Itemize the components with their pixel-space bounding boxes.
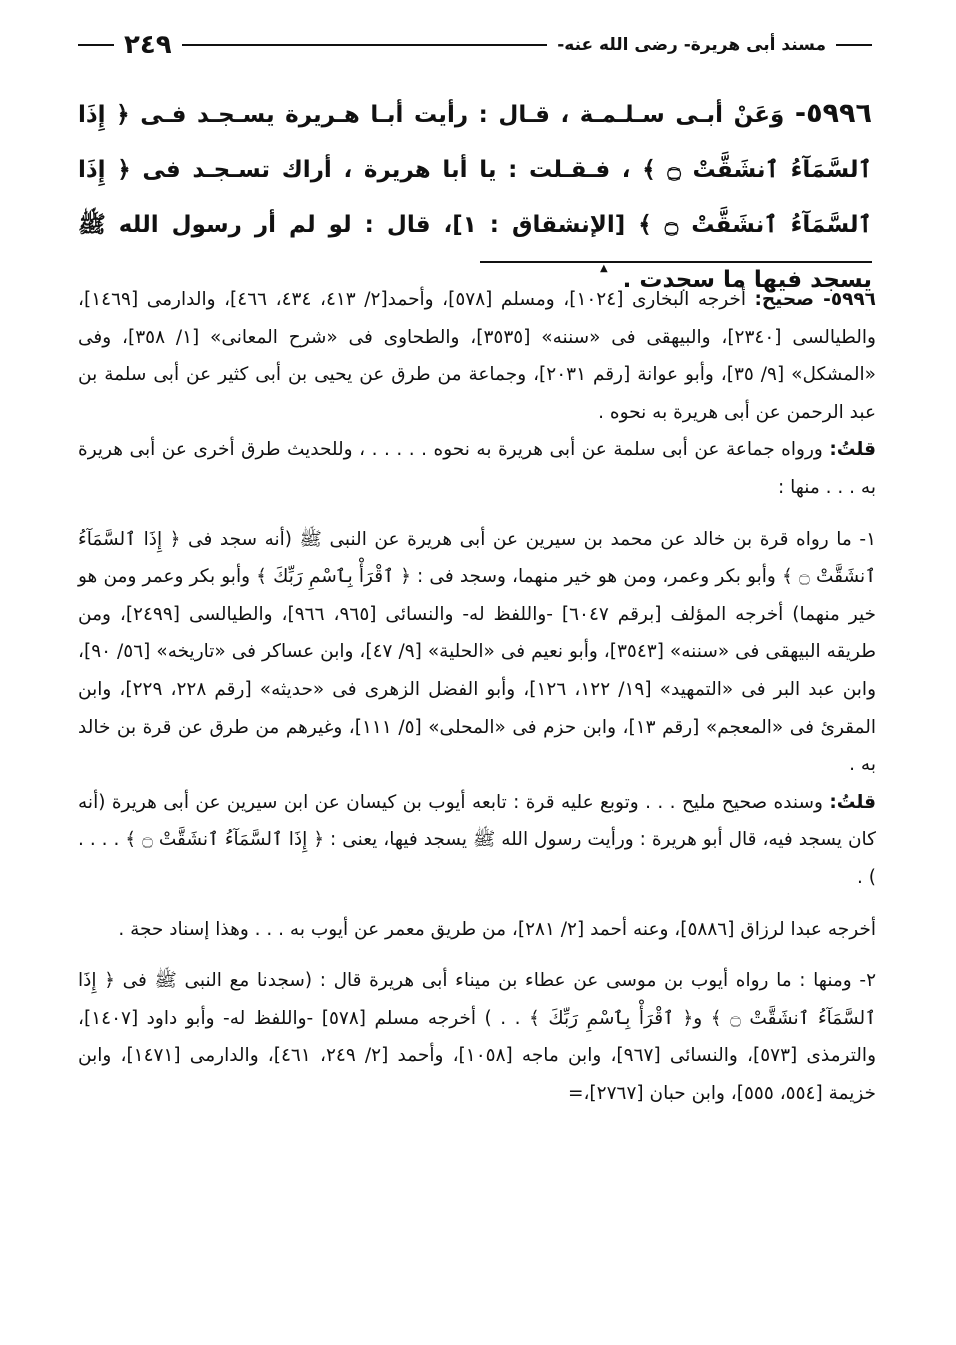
divider-marker-icon: ▲: [600, 263, 608, 274]
footnote-route-1: [78, 521, 876, 784]
footnote-route-1-text: ١- ما رواه قرة بن خالد عن محمد بن سيرين عن أبى هريرة عن النبى ﷺ (أنه سجد فى ﴿ إِذَا ٱلسَّمَآءُ ٱنشَقَّتْ ۝ ﴾ وأبو بكر وعمر، ومن هو خير منهما، وسجد فى : ﴿ ٱقْرَأْ بِٱسْمِ رَبِّكَ ﴾ وأبو بكر وعمر ومن هو خير منهما) أخرجه المؤلف [برقم ٦٠٤٧] -واللفظ له- والنسائى [٩٦٥، ٩٦٦]، والطيالسى [٢٤٩٩]، ومن طريقه البيهقى فى «سننه» [٣٥٤٣]، وأبو نعيم فى «الحلية» [٩/ ٤٧]، وابن عساكر فى «تاريخه» [٥٦/ ٩٠]، وابن عبد البر فى «التمهيد» [١٩/ ١٢٢، ١٢٦]، وأبو الفضل الزهرى فى «حديثه» [رقم ٢٢٨، ٢٢٩]، وابن المقرئ فى «المعجم» [رقم ١٣]، وابن حزم فى «المحلى» [٥/ ١١١]، وغيرهم من طرق عن قرة بن خالد به .: [78, 528, 877, 776]
footnote-abdurrazzaq: [78, 911, 876, 949]
page-number: ٢٤٩: [124, 30, 172, 60]
footnote-route-2: [78, 962, 876, 1112]
footnote-qultu-2-text: وسنده صحيح مليح . . . وتوبع عليه قرة : تابعه أيوب بن كيسان عن ابن سيرين عن أبى هريرة (أنه كان يسجد فيه، قال أبو هريرة : ورأيت رسول الله ﷺ يسجد فيها، يعنى : ﴿ إِذَا ٱلسَّمَآءُ ٱنشَقَّتْ ۝ ﴾ . . . . ) .: [78, 791, 876, 888]
footnote-takhrij-text: أخرجه البخارى [١٠٢٤]، ومسلم [٥٧٨]، وأحمد[٢/ ٤١٣، ٤٣٤، ٤٦٦]، والدارمى [١٤٦٩]، والطيالسى [٢٣٤٠]، والبيهقى فى «سننه» [٣٥٣٥]، والطحاوى فى «شرح المعانى» [١/ ٣٥٨]، وفى «المشكل» [٩/ ٣٥]، وأبو عوانة [رقم ٢٠٣١]، وجماعة من طرق عن يحيى بن أبى كثير عن أبى سلمة بن عبد الرحمن عن أبى هريرة به نحوه .: [78, 289, 876, 423]
footnote-label-qultu-2: قلتُ:: [829, 791, 876, 813]
footnote-qultu-1: [78, 431, 876, 506]
hadith-number: ٥٩٩٦-: [794, 98, 872, 129]
footnote-takhrij: [78, 281, 876, 431]
footnote-route-2-text: ٢- ومنها : ما رواه أيوب بن موسى عن عطاء بن ميناء أبى هريرة قال : (سجدنا مع النبى ﷺ فى ﴿ إِذَا ٱلسَّمَآءُ ٱنشَقَّتْ ۝ ﴾ و﴿ ٱقْرَأْ بِٱسْمِ رَبِّكَ ﴾ . . ) أخرجه مسلم [٥٧٨] -واللفظ له- وأبو داود [١٤٠٧]، والترمذى [٥٧٣]، والنسائى [٩٦٧]، وابن ماجه [١٠٥٨]، وأحمد [٢/ ٢٤٩، ٤٦١]، والدارمى [١٤٧١]، وابن خزيمة [٥٥٤، ٥٥٥]، وابن حبان [٢٧٦٧]،=: [78, 970, 877, 1104]
header-dash-right: [836, 44, 872, 46]
header-title: مسند أبى هريرة- رضى الله عنه-: [557, 35, 826, 55]
header-rule: [182, 44, 548, 46]
footnote-label-qultu-1: قلتُ:: [829, 439, 876, 461]
footnote-qultu-2: [78, 784, 876, 897]
footnote-divider: [480, 261, 872, 263]
running-header: [78, 28, 872, 62]
footnote-qultu-1-text: ورواه جماعة عن أبى سلمة عن أبى هريرة به نحوه . . . . . ، وللحديث طرق أخرى عن أبى هريرة به . . . منها :: [78, 439, 876, 498]
hadith-text: وَعَنْ أبـى سـلـمـة ، قـال : رأيت أبـا هـريرة يسـجـد فـى ﴿ إِذَا ٱلسَّمَآءُ ٱنشَقَّتْ ۝ ﴾ ، فـقـلت : يا أبا هريرة ، أراك تسـجـد فى ﴿ إِذَا ٱلسَّمَآءُ ٱنشَقَّتْ ۝ ﴾ [الإنشقاق : ١]، قال : لو لم أر رسول الله ﷺ يسجد فيها ما سجدت .: [78, 102, 872, 293]
header-dash-left: [78, 44, 114, 46]
footnotes-block: [78, 281, 876, 1112]
footnote-label-sahih: ٥٩٩٦- صحيح:: [754, 289, 876, 310]
footnote-abdurrazzaq-text: أخرجه عبدا لرزاق [٥٨٨٦]، وعنه أحمد [٢/ ٢٨١]، من طريق معمر عن أيوب به . . . وهذا إسناد حجة .: [118, 918, 876, 940]
hadith-text-block: [78, 86, 872, 308]
